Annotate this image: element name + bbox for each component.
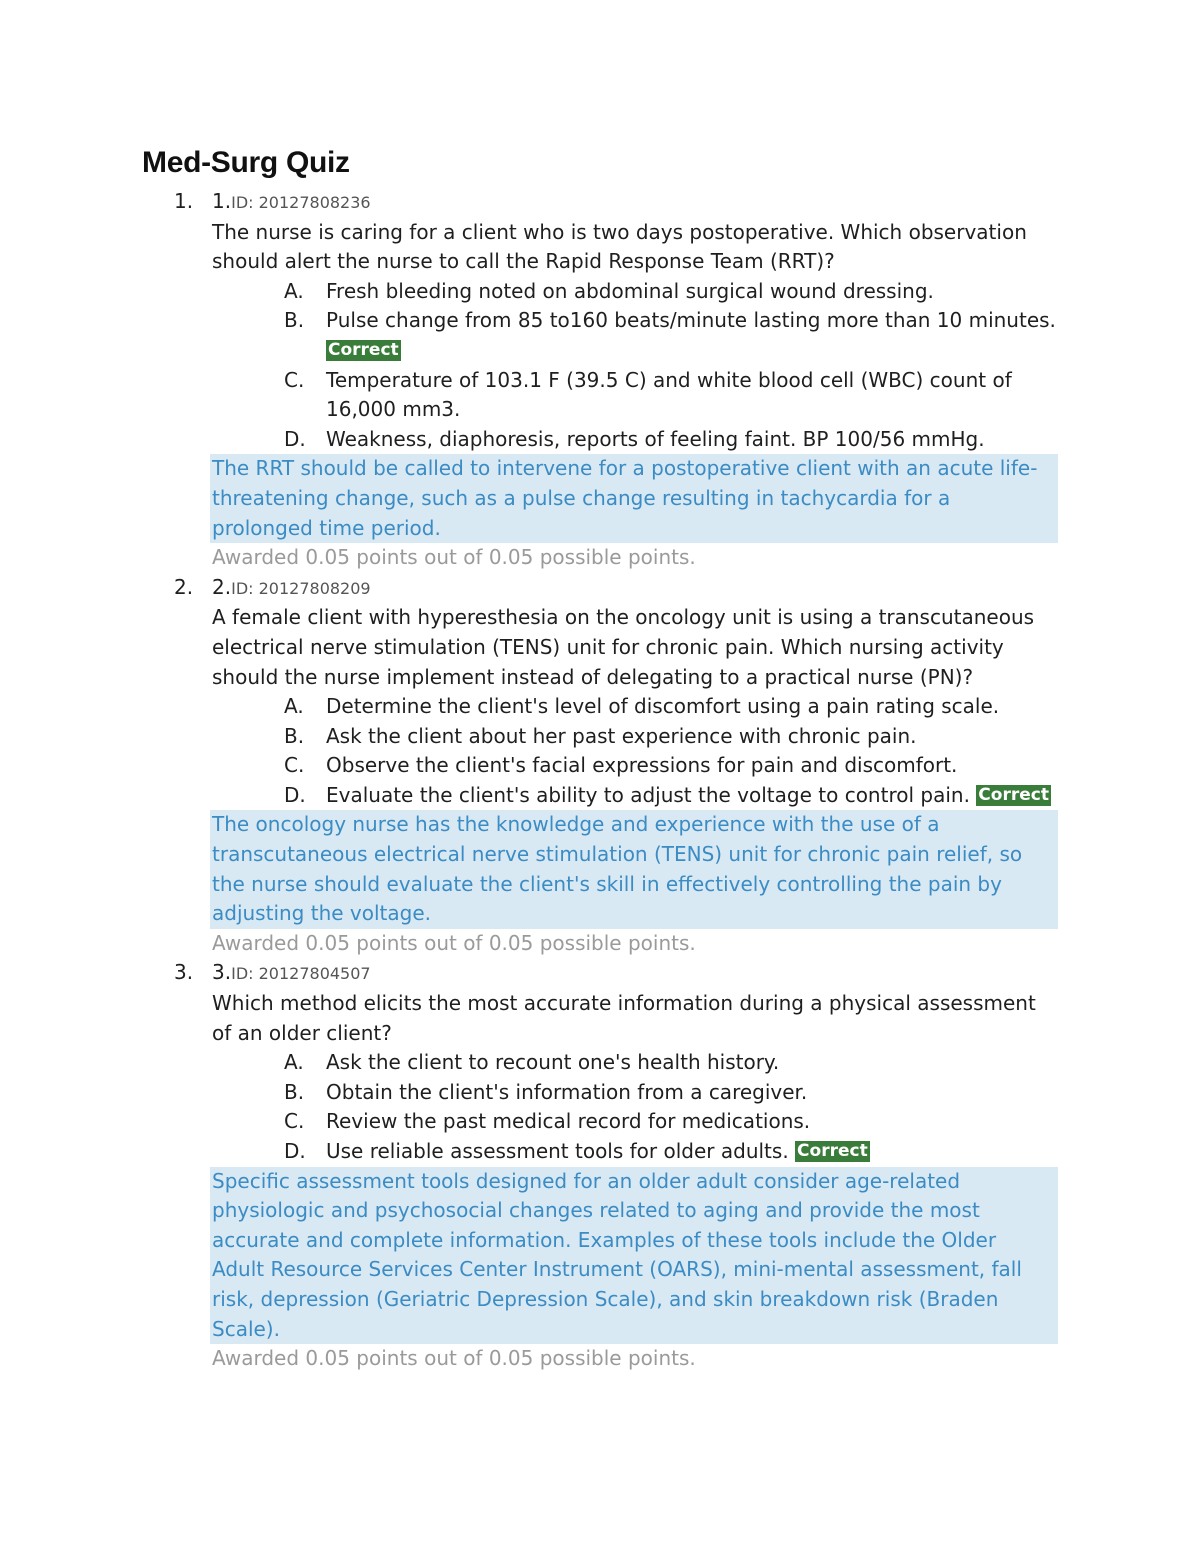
- question-header: [212, 958, 1060, 989]
- question-number: 1.: [174, 189, 194, 213]
- question-inline-number: 3.: [212, 960, 232, 985]
- option-letter: C.: [284, 367, 305, 392]
- option-letter: C.: [284, 1109, 305, 1134]
- option-letter: A.: [284, 1050, 304, 1075]
- answer-option-d: [212, 1137, 1060, 1167]
- option-letter: D.: [284, 782, 306, 807]
- option-body: [326, 306, 1060, 365]
- correct-badge: Correct: [797, 1141, 868, 1161]
- answer-options: [212, 277, 1060, 455]
- answer-option-b: [212, 1078, 1060, 1108]
- question-header: [212, 573, 1060, 604]
- question-id: ID: 20127808236: [231, 193, 371, 212]
- option-text: Observe the client's facial expressions for pain and discomfort.: [326, 753, 958, 778]
- answer-option-c: [212, 366, 1060, 425]
- rationale-box: Specific assessment tools designed for an older adult consider age-related physiologic and psychosocial changes related to aging and provide the most accurate and complete information. Examples of these tools include the Older Adult Resource Services Center Instrument (OARS), mini-mental assessment, fall risk, depression (Geriatric Depression Scale), and skin breakdown risk (Braden Scale).: [210, 1167, 1058, 1345]
- question-number: 3.: [174, 960, 194, 985]
- answer-option-c: [212, 751, 1060, 781]
- option-body: [326, 1107, 1060, 1137]
- answer-options: [212, 1048, 1060, 1166]
- option-letter: B.: [284, 308, 305, 333]
- option-body: [326, 425, 1060, 455]
- question-inline-number: 1.: [212, 189, 232, 213]
- answer-option-a: [212, 277, 1060, 307]
- option-body: [326, 366, 1060, 425]
- question-inline-number: 2.: [212, 574, 232, 599]
- question-3: [142, 958, 1060, 1373]
- answer-option-b: [212, 306, 1060, 365]
- answer-option-d: [212, 781, 1060, 811]
- option-body: [326, 781, 1060, 811]
- awarded-points: Awarded 0.05 points out of 0.05 possible points.: [212, 930, 696, 955]
- option-letter: B.: [284, 1079, 305, 1104]
- correct-badge: Correct: [328, 339, 399, 360]
- awarded-points: Awarded 0.05 points out of 0.05 possible points.: [212, 545, 696, 570]
- rationale-box: The oncology nurse has the knowledge and experience with the use of a transcutaneous electrical nerve stimulation (TENS) unit for chronic pain relief, so the nurse should evaluate the client's skill in effectively controlling the pain by adjusting the voltage.: [210, 810, 1058, 928]
- option-letter: A.: [284, 694, 304, 719]
- option-body: [326, 1078, 1060, 1108]
- question-2: [142, 573, 1060, 959]
- rationale-box: The RRT should be called to intervene for a postoperative client with an acute life-threatening change, such as a pulse change resulting in tachycardia for a prolonged time period.: [210, 454, 1058, 543]
- answer-option-c: [212, 1107, 1060, 1137]
- question-text: The nurse is caring for a client who is two days postoperative. Which observation should alert the nurse to call the Rapid Response Team (RRT)?: [212, 219, 1027, 274]
- option-letter: B.: [284, 723, 305, 748]
- option-text: Ask the client about her past experience with chronic pain.: [326, 723, 917, 748]
- option-letter: C.: [284, 753, 305, 778]
- option-text: Obtain the client's information from a caregiver.: [326, 1079, 808, 1104]
- document-page: [142, 140, 1060, 1374]
- question-id: ID: 20127808209: [231, 578, 371, 598]
- option-text: Review the past medical record for medications.: [326, 1109, 811, 1134]
- option-body: [326, 1048, 1060, 1078]
- option-letter: D.: [284, 426, 306, 451]
- option-text: Determine the client's level of discomfort using a pain rating scale.: [326, 694, 1000, 719]
- option-text: Temperature of 103.1 F (39.5 C) and white blood cell (WBC) count of 16,000 mm3.: [326, 367, 1012, 422]
- answer-option-a: [212, 692, 1060, 722]
- question-text: A female client with hyperesthesia on the oncology unit is using a transcutaneous electrical nerve stimulation (TENS) unit for chronic pain. Which nursing activity should the nurse implement instead of delegating to a practical nurse (PN)?: [212, 605, 1035, 689]
- answer-option-d: [212, 425, 1060, 455]
- answer-option-a: [212, 1048, 1060, 1078]
- option-letter: D.: [284, 1139, 306, 1163]
- question-header: [212, 187, 1060, 218]
- answer-option-b: [212, 722, 1060, 752]
- option-body: [326, 722, 1060, 752]
- question-number: 2.: [174, 574, 194, 599]
- option-text: Fresh bleeding noted on abdominal surgical wound dressing.: [326, 278, 934, 303]
- option-text: Use reliable assessment tools for older adults.: [326, 1139, 789, 1163]
- option-text: Pulse change from 85 to160 beats/minute lasting more than 10 minutes.: [326, 308, 1056, 333]
- option-text: Ask the client to recount one's health history.: [326, 1050, 780, 1075]
- option-text: Evaluate the client's ability to adjust the voltage to control pain.: [326, 782, 970, 807]
- option-body: [326, 1137, 1060, 1167]
- answer-options: [212, 692, 1060, 810]
- question-id: ID: 20127804507: [231, 964, 371, 984]
- question-text: Which method elicits the most accurate information during a physical assessment of an older client?: [212, 991, 1036, 1045]
- page-title: Med-Surg Quiz: [142, 146, 350, 179]
- option-body: [326, 277, 1060, 307]
- option-text: Weakness, diaphoresis, reports of feeling faint. BP 100/56 mmHg.: [326, 426, 985, 451]
- option-body: [326, 692, 1060, 722]
- option-body: [326, 751, 1060, 781]
- awarded-points: Awarded 0.05 points out of 0.05 possible points.: [212, 1346, 696, 1371]
- question-1: [142, 187, 1060, 573]
- option-letter: A.: [284, 278, 304, 303]
- correct-badge: Correct: [978, 784, 1049, 805]
